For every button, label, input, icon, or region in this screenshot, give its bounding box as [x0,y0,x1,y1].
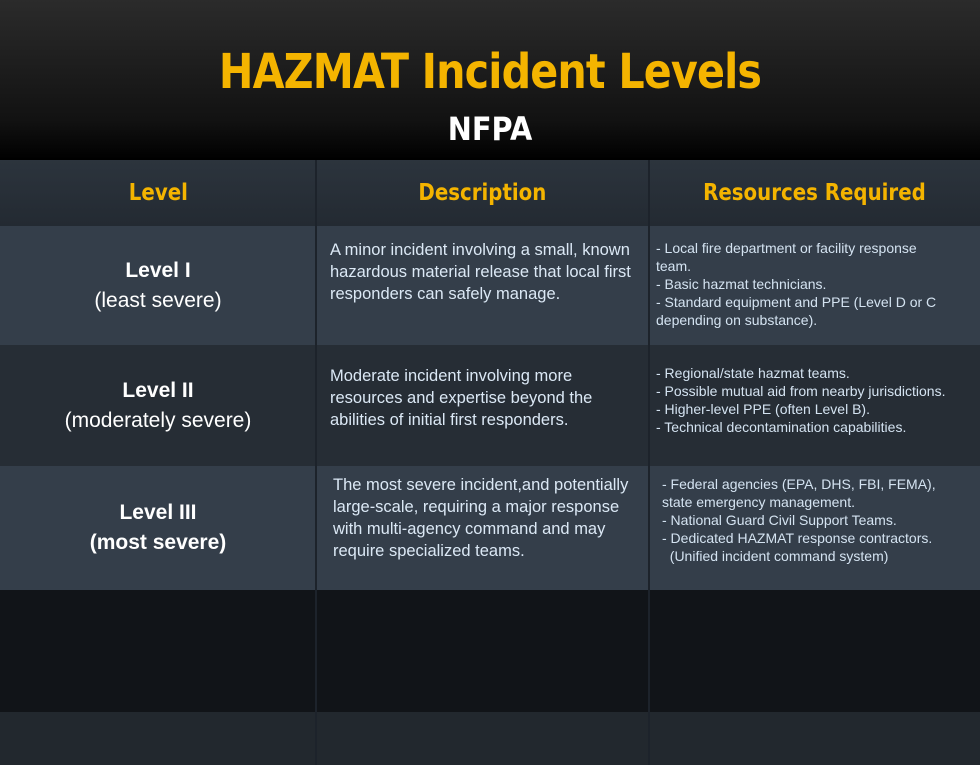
header-cell-level [0,160,316,226]
header-label-description: Description [418,180,547,206]
resources-cell [649,345,980,466]
table-row [0,226,980,345]
resource-line: - Federal agencies (EPA, DHS, FBI, FEMA), [662,476,936,492]
resource-line: - Basic hazmat technicians. [656,276,827,292]
header-cell-resources [649,160,980,226]
level-cell [0,345,316,466]
empty-table-row [0,590,980,712]
resources-cell [649,466,980,590]
level-cell [0,466,316,590]
resource-line: - Dedicated HAZMAT response contractors. [662,530,933,546]
level-severity: (most severe) [89,531,227,554]
incident-levels-table [0,160,980,765]
header-label-resources: Resources Required [703,180,926,206]
resource-line: (Unified incident command system) [662,548,889,564]
resource-line: team. [656,258,692,274]
resource-line: - Regional/state hazmat teams. [656,365,850,381]
table-row [0,345,980,466]
resource-line: - Standard equipment and PPE (Level D or C [656,294,937,310]
level-severity: (least severe) [94,288,222,312]
level-severity: (moderately severe) [64,408,252,432]
title-area [0,0,980,160]
description-cell: A minor incident involving a small, known hazardous material release that local first responders can safely manage. [330,241,631,303]
resource-line: depending on substance). [656,312,818,328]
resource-line: - Higher-level PPE (often Level B). [656,401,870,417]
level-name: Level III [119,501,197,524]
page-title: HAZMAT Incident Levels [218,44,762,100]
column-divider [315,160,317,765]
description-cell: The most severe incident,and potentially large-scale, requiring a major response with multi-agency command and may require specialized teams. [333,476,629,560]
level-name: Level I [125,258,191,282]
header-cell-description [316,160,649,226]
table-header-row [0,160,980,226]
description-cell: Moderate incident involving more resources and expertise beyond the abilities of initial first responders. [330,367,593,429]
resource-line: - National Guard Civil Support Teams. [662,512,897,528]
column-divider [648,160,650,765]
level-cell [0,226,316,345]
resource-line: - Technical decontamination capabilities. [656,419,907,435]
resource-line: state emergency management. [662,494,855,510]
resource-line: - Possible mutual aid from nearby jurisdictions. [656,383,946,399]
level-name: Level II [122,378,194,402]
empty-table-row [0,712,980,765]
resource-line: - Local fire department or facility response [656,240,917,256]
table-row [0,466,980,590]
resources-cell [649,226,980,345]
header-label-level: Level [128,180,188,206]
page-subtitle: NFPA [447,110,533,148]
